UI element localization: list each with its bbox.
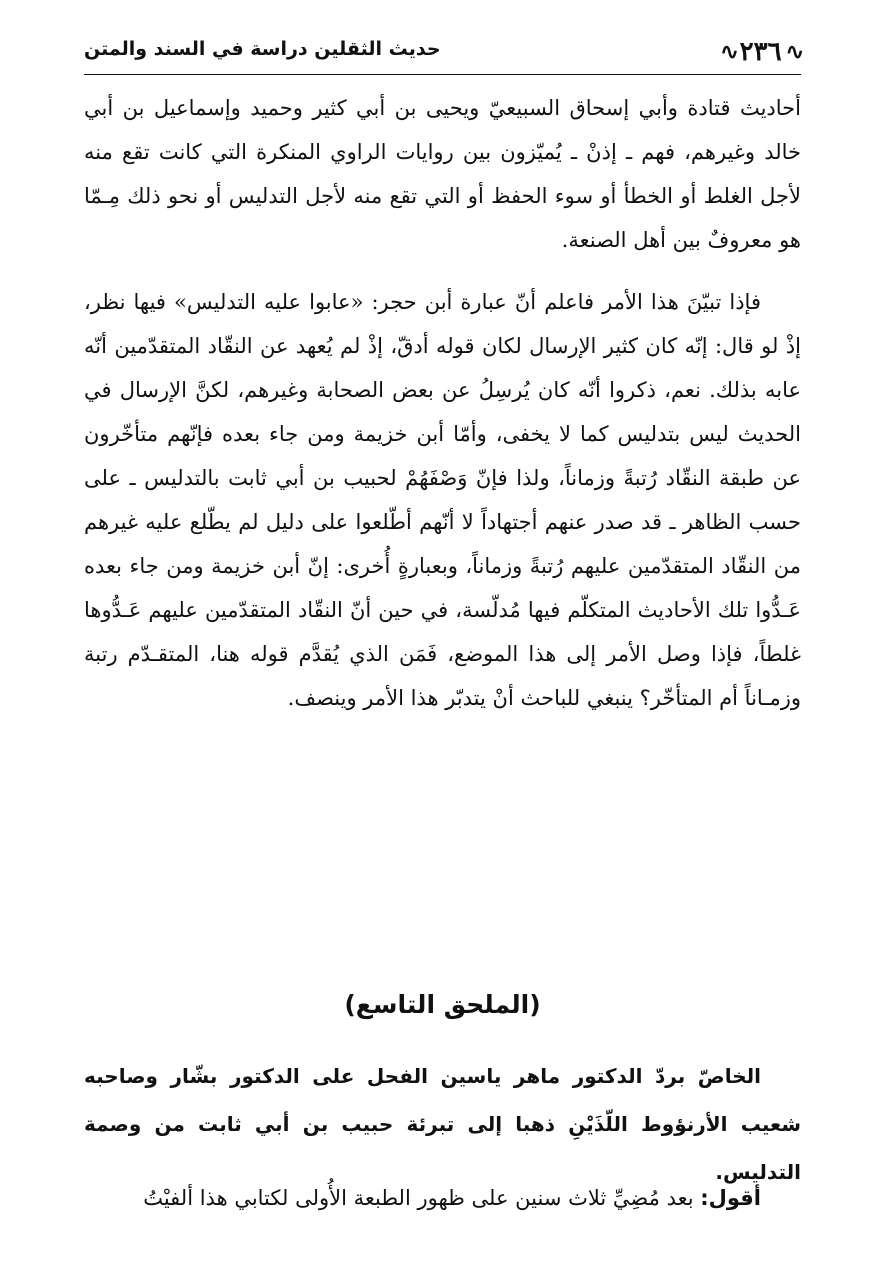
paragraph-text: بعد مُضِيِّ ثلاث سنين على ظهور الطبعة الأُولى لكتابي هذا ألفيْتُ	[143, 1186, 694, 1210]
paragraph	[84, 1176, 801, 1220]
ornament-icon: ∿	[720, 39, 736, 65]
section-intro: الخاصّ بردّ الدكتور ماهر ياسين الفحل على الدكتور بشّار وصاحبه شعيب الأرنؤوط اللّذَيْنِ ذهبا إلى تبرئة حبيب بن أبي ثابت من وصمة التدليس.	[84, 1064, 801, 1184]
header-divider	[84, 74, 801, 75]
paragraph: فإذا تبيّنَ هذا الأمر فاعلم أنّ عبارة أبن حجر: «عابوا عليه التدليس» فيها نظر، إذْ لو قال: إنّه كان كثير الإرسال لكان قوله أدقّ، إذْ لم يُعهد عن النقّاد المتقدّمين أنّه عابه بذلك. نعم، ذكروا أنّه كان يُرسِلُ عن بعض الصحابة وغيرهم، لكنَّ الإرسال في الحديث ليس بتدليس كما لا يخفى، وأمّا أبن خزيمة ومن جاء بعده فإنّهم متأخّرون عن طبقة النقّاد رُتبةً وزماناً، ولذا فإنّ وَصْفَهُمْ لحبيب بن أبي ثابت بالتدليس ـ على حسب الظاهر ـ قد صدر عنهم أجتهاداً لا أنّهم أطّلعوا على دليل لم يطّلع عليه غيرهم من النقّاد المتقدّمين عليهم رُتبةً وزماناً، وبعبارةٍ أُخرى: إنّ أبن خزيمة ومن جاء بعده عَـدُّوا تلك الأحاديث المتكلّم فيها مُدلّسة، في حين أنّ النقّاد المتقدّمين عليهم عَـدُّوها غلطاً، فإذا وصل الأمر إلى هذا الموضع، فَمَن الذي يُقدَّم قوله هنا، المتقـدّم رتبة وزمـاناً أم المتأخّر؟ ينبغي للباحث أنْ يتدبّر هذا الأمر وينصف.	[84, 290, 801, 710]
book-title: حديث الثقلين دراسة في السند والمتن	[84, 38, 441, 60]
page-number-block	[720, 34, 801, 70]
page-header	[84, 34, 801, 74]
ornament-icon: ∿	[785, 39, 801, 65]
paragraph: أحاديث قتادة وأبي إسحاق السبيعيّ ويحيى بن أبي كثير وحميد وإسماعيل بن أبي خالد وغيرهم، فهم ـ إذنْ ـ يُميّزون بين روايات الراوي المنكرة التي كانت تقع منه لأجل الغلط أو الخطأ أو سوء الحفظ أو التي تقع منه لأجل التدليس أو نحو ذلك مِـمّا هو معروفٌ بين أهل الصنعة.	[84, 96, 801, 252]
section-heading: (الملحق التاسع)	[344, 990, 541, 1019]
page-number: ٢٣٦	[739, 37, 782, 67]
body-text	[84, 86, 801, 720]
paragraph-lead: أقول:	[700, 1186, 761, 1210]
